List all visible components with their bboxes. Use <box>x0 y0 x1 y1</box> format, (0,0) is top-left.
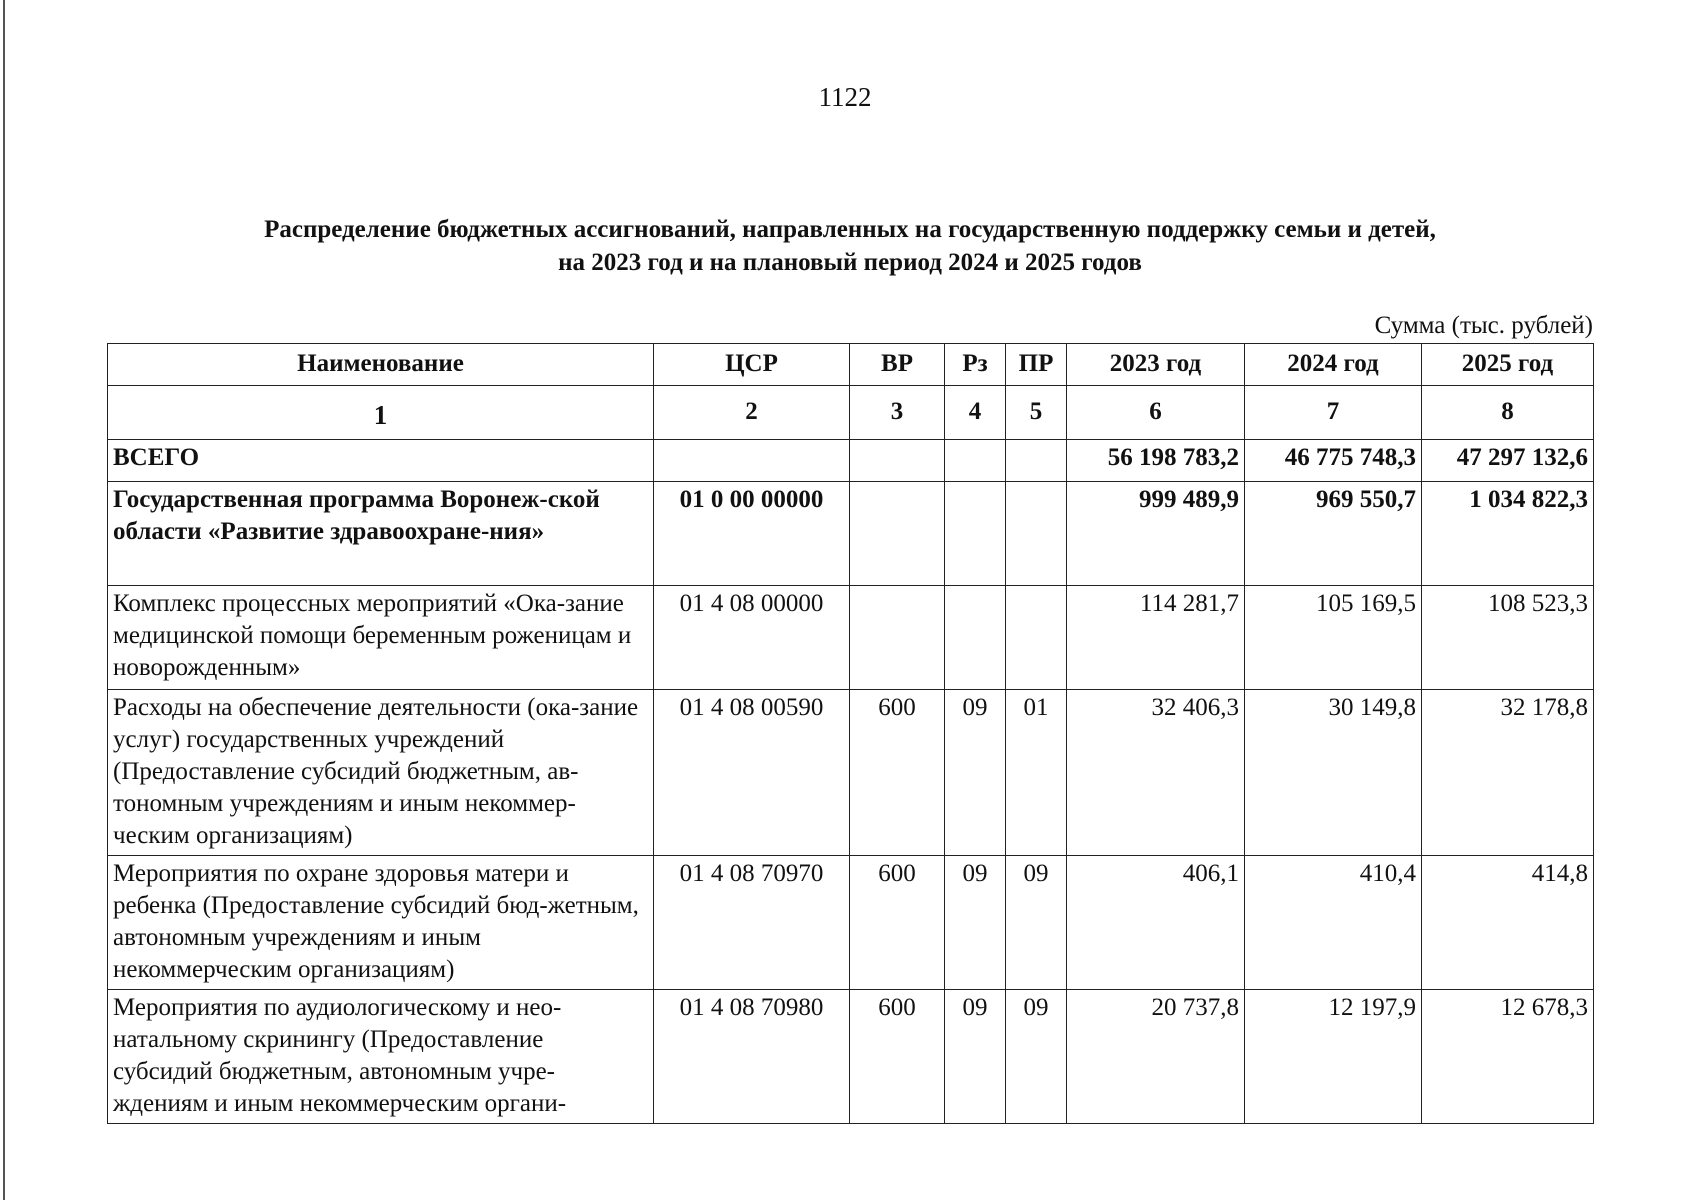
row-2023: 999 489,9 <box>1067 482 1245 586</box>
row-2023: 20 737,8 <box>1067 990 1245 1124</box>
row-name: Государственная программа Воронеж-ской области «Развитие здравоохране-ния» <box>108 482 654 586</box>
column-number: 8 <box>1422 386 1594 440</box>
row-vr: 600 <box>850 856 945 990</box>
total-csr <box>654 440 850 482</box>
header-rz: Рз <box>945 344 1006 386</box>
row-2023: 32 406,3 <box>1067 690 1245 856</box>
row-vr: 600 <box>850 690 945 856</box>
row-name: Мероприятия по охране здоровья матери и ребенка (Предоставление субсидий бюд-жетным, автономным учреждениям и иным некоммерческим организациям) <box>108 856 654 990</box>
column-number: 6 <box>1067 386 1245 440</box>
row-csr: 01 4 08 70970 <box>654 856 850 990</box>
row-2024: 105 169,5 <box>1245 586 1422 690</box>
column-number: 3 <box>850 386 945 440</box>
total-2024: 46 775 748,3 <box>1245 440 1422 482</box>
row-name: Расходы на обеспечение деятельности (ока-зание услуг) государственных учреждений (Предоставление субсидий бюджетным, ав-тономным учреждениям и иным некоммер-ческим организациям) <box>108 690 654 856</box>
scan-edge <box>3 0 5 1200</box>
row-rz <box>945 586 1006 690</box>
row-pr: 01 <box>1006 690 1067 856</box>
row-csr: 01 4 08 00590 <box>654 690 850 856</box>
header-2023: 2023 год <box>1067 344 1245 386</box>
total-2023: 56 198 783,2 <box>1067 440 1245 482</box>
total-vr <box>850 440 945 482</box>
row-vr: 600 <box>850 990 945 1124</box>
row-2023: 406,1 <box>1067 856 1245 990</box>
row-pr: 09 <box>1006 990 1067 1124</box>
total-2025: 47 297 132,6 <box>1422 440 1594 482</box>
document-title-line-2: на 2023 год и на плановый период 2024 и 2025 годов <box>558 249 1142 276</box>
row-2023: 114 281,7 <box>1067 586 1245 690</box>
row-rz: 09 <box>945 990 1006 1124</box>
table-row <box>108 690 1594 856</box>
row-2024: 410,4 <box>1245 856 1422 990</box>
row-pr: 09 <box>1006 856 1067 990</box>
total-pr <box>1006 440 1067 482</box>
header-vr: ВР <box>850 344 945 386</box>
row-csr: 01 0 00 00000 <box>654 482 850 586</box>
row-2025: 414,8 <box>1422 856 1594 990</box>
row-2024: 12 197,9 <box>1245 990 1422 1124</box>
row-rz <box>945 482 1006 586</box>
row-name: Комплекс процессных мероприятий «Ока-зание медицинской помощи беременным роженицам и новорожденным» <box>108 586 654 690</box>
table-row <box>108 482 1594 586</box>
column-number: 7 <box>1245 386 1422 440</box>
total-label: ВСЕГО <box>108 440 654 482</box>
row-rz: 09 <box>945 690 1006 856</box>
header-csr: ЦСР <box>654 344 850 386</box>
table-row <box>108 586 1594 690</box>
column-number: 5 <box>1006 386 1067 440</box>
table-row <box>108 856 1594 990</box>
document-title-line-1: Распределение бюджетных ассигнований, направленных на государственную поддержку семьи и детей, <box>264 216 1436 243</box>
row-2024: 30 149,8 <box>1245 690 1422 856</box>
header-pr: ПР <box>1006 344 1067 386</box>
header-name: Наименование <box>108 344 654 386</box>
row-2024: 969 550,7 <box>1245 482 1422 586</box>
row-vr <box>850 586 945 690</box>
row-2025: 12 678,3 <box>1422 990 1594 1124</box>
row-rz: 09 <box>945 856 1006 990</box>
column-number-row <box>108 386 1594 440</box>
column-number: 4 <box>945 386 1006 440</box>
row-csr: 01 4 08 00000 <box>654 586 850 690</box>
row-2025: 108 523,3 <box>1422 586 1594 690</box>
row-csr: 01 4 08 70980 <box>654 990 850 1124</box>
row-name: Мероприятия по аудиологическому и нео-натальному скринингу (Предоставление субсидий бюджетным, автономным учре-ждениям и иным некоммерческим органи- <box>108 990 654 1124</box>
table-row <box>108 990 1594 1124</box>
column-number: 2 <box>654 386 850 440</box>
page-number: 1122 <box>818 82 872 112</box>
header-row <box>108 344 1594 386</box>
unit-note: Сумма (тыс. рублей) <box>1374 312 1593 339</box>
row-vr <box>850 482 945 586</box>
document-title <box>110 213 1590 279</box>
header-2025: 2025 год <box>1422 344 1594 386</box>
budget-table <box>107 343 1594 1124</box>
total-row <box>108 440 1594 482</box>
header-2024: 2024 год <box>1245 344 1422 386</box>
total-rz <box>945 440 1006 482</box>
row-pr <box>1006 482 1067 586</box>
column-number: 1 <box>108 386 654 440</box>
row-2025: 32 178,8 <box>1422 690 1594 856</box>
row-pr <box>1006 586 1067 690</box>
row-2025: 1 034 822,3 <box>1422 482 1594 586</box>
